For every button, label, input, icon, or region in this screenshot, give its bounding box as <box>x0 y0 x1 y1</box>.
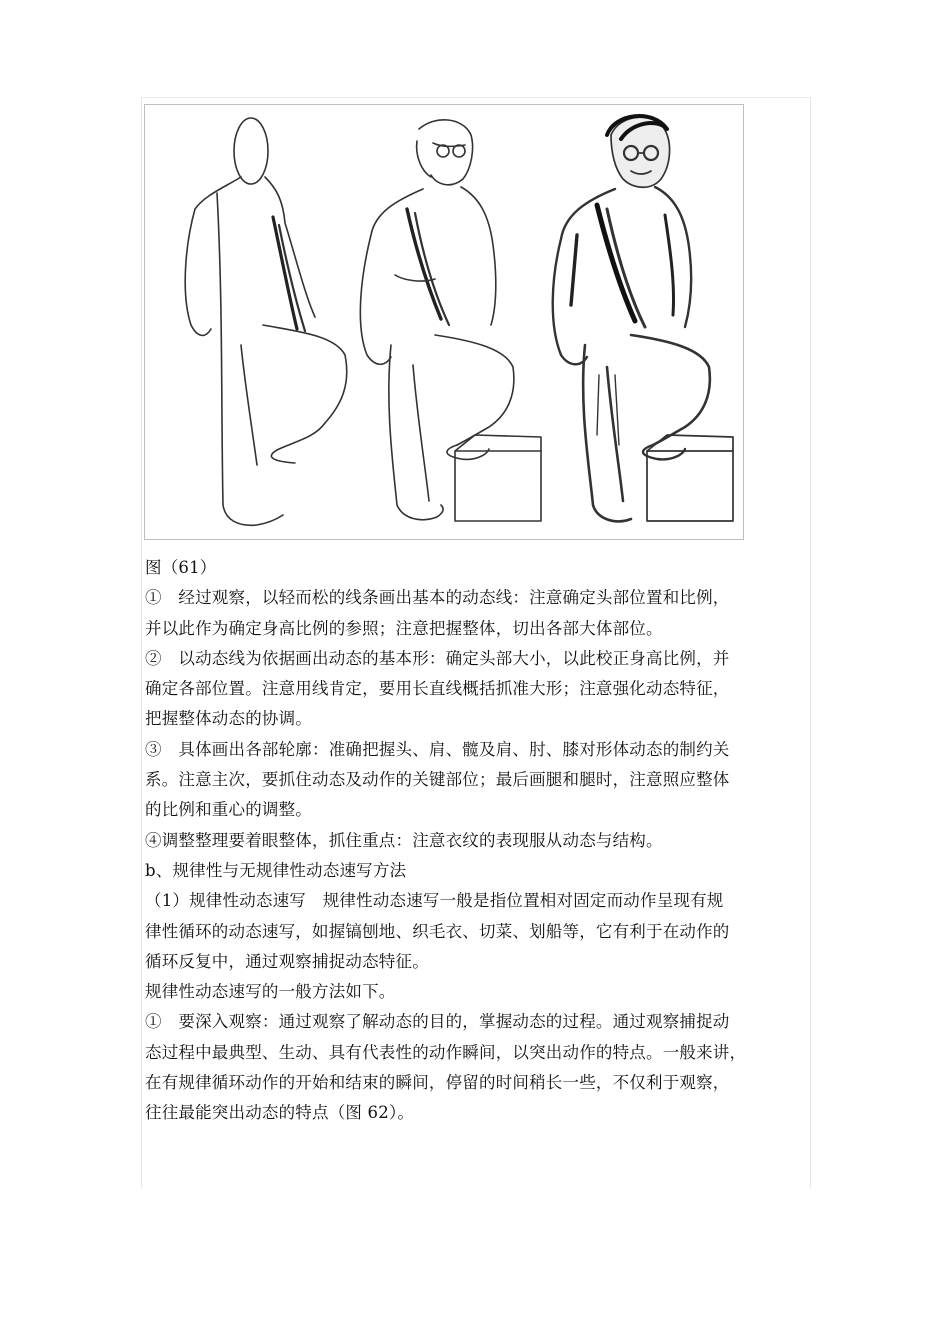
text-line: 并以此作为确定身高比例的参照；注意把握整体，切出各部大体部位。 <box>145 618 663 638</box>
sketch-figure-detailed <box>553 116 733 521</box>
figure-sketch-svg <box>145 105 743 539</box>
paragraph-step-1 <box>145 583 813 644</box>
section-heading-b <box>145 856 813 886</box>
sketch-figure-form <box>360 120 541 521</box>
text-line: 把握整体动态的协调。 <box>145 709 312 729</box>
paragraph-method-1 <box>145 1007 813 1128</box>
body-text <box>145 553 813 1129</box>
paragraph-section-1 <box>145 886 813 977</box>
figure-caption: 图（61） <box>145 558 217 577</box>
text-line: 确定各部位置。注意用线肯定，要用长直线概括抓准大形；注意强化动态特征， <box>145 679 730 699</box>
text-line: 在有规律循环动作的开始和结束的瞬间，停留的时间稍长一些，不仅利于观察， <box>145 1073 730 1093</box>
paragraph-step-2 <box>145 644 813 735</box>
text-line: ③ 具体画出各部轮廓：准确把握头、肩、髋及肩、肘、膝对形体动态的制约关 <box>145 739 730 759</box>
text-line: ② 以动态线为依据画出动态的基本形：确定头部大小，以此校正身高比例，并 <box>145 648 730 668</box>
text-line: 态过程中最典型、生动、具有代表性的动作瞬间，以突出动作的特点。一般来讲， <box>145 1042 747 1062</box>
text-line: ④调整整理要着眼整体，抓住重点：注意衣纹的表现服从动态与结构。 <box>145 830 663 850</box>
text-line: 系。注意主次，要抓住动态及动作的关键部位；最后画腿和腿时，注意照应整体 <box>145 770 730 790</box>
sketch-figure-outline <box>185 118 347 525</box>
paragraph-method-intro <box>145 977 813 1007</box>
paragraph-step-3 <box>145 735 813 826</box>
text-line: b、规律性与无规律性动态速写方法 <box>145 860 407 880</box>
text-line: 往往最能突出动态的特点（图 62）。 <box>145 1103 415 1123</box>
text-line: ① 要深入观察：通过观察了解动态的目的，掌握动态的过程。通过观察捕捉动 <box>145 1012 730 1032</box>
text-line: 律性循环的动态速写，如握镐刨地、织毛衣、切菜、划船等，它有利于在动作的 <box>145 921 730 941</box>
text-line: （1）规律性动态速写 规律性动态速写一般是指位置相对固定而动作呈现有规 <box>145 891 724 911</box>
text-line: 循环反复中，通过观察捕捉动态特征。 <box>145 951 429 971</box>
figure-61-sketch <box>144 104 744 540</box>
paragraph-step-4 <box>145 826 813 856</box>
text-line: 的比例和重心的调整。 <box>145 800 312 820</box>
text-line: 规律性动态速写的一般方法如下。 <box>145 982 396 1002</box>
text-line: ① 经过观察，以轻而松的线条画出基本的动态线：注意确定头部位置和比例， <box>145 588 730 608</box>
